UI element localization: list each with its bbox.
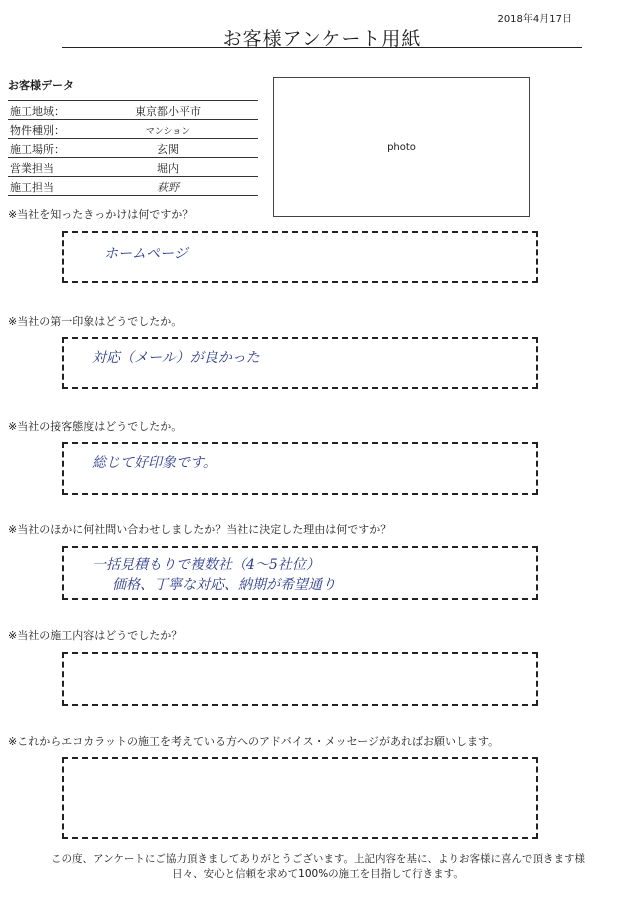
data-value: 玄関: [157, 143, 179, 156]
data-label: 施工地域：: [10, 105, 65, 118]
answer-box-2: [62, 337, 538, 389]
data-row-location: [8, 139, 258, 158]
data-label: 営業担当: [10, 162, 54, 175]
answer-4-line-2: 価格、丁寧な対応、納期が希望通り: [112, 577, 336, 593]
answer-1-line-1: ホームページ: [104, 246, 188, 262]
answer-box-6: [62, 757, 538, 839]
data-value: マンション: [145, 127, 191, 137]
answer-2-line-1: 対応（メール）が良かった: [92, 350, 260, 366]
answer-3-line-1: 総じて好印象です。: [92, 455, 217, 471]
data-value: 東京都小平市: [135, 105, 201, 118]
customer-data-heading: お客様データ: [8, 79, 74, 92]
footer-line-2: 日々、安心と信頼を求めて100%の施工を目指して行きます。: [172, 868, 464, 880]
data-row-sales-rep: [8, 158, 258, 177]
data-row-area: [8, 100, 258, 120]
photo-label: photo: [387, 142, 416, 153]
question-3: ※当社の接客態度はどうでしたか。: [8, 420, 183, 433]
answer-box-4: [62, 546, 538, 600]
question-1: ※当社を知ったきっかけは何ですか？: [8, 208, 194, 221]
title-underline: [62, 47, 582, 48]
question-4: ※当社のほかに何社問い合わせしましたか？当社に決定した理由は何ですか？: [8, 523, 392, 536]
data-value-signature: 萩野: [157, 181, 179, 194]
data-label: 施工担当: [10, 181, 54, 194]
survey-date: 2018年4月17日: [497, 14, 572, 25]
data-row-installer: [8, 177, 258, 196]
answer-box-5: [62, 652, 538, 706]
answer-4-line-1: 一括見積もりで複数社（4〜5社位）: [92, 557, 320, 573]
question-6: ※これからエコカラットの施工を考えている方へのアドバイス・メッセージがあればお願いします。: [8, 735, 500, 748]
page-title: お客様アンケート用紙: [222, 28, 422, 50]
data-label: 物件種別：: [10, 124, 65, 137]
answer-box-3: [62, 442, 538, 495]
customer-data-table: [8, 100, 258, 196]
data-value: 堀内: [157, 162, 179, 175]
question-2: ※当社の第一印象はどうでしたか。: [8, 315, 183, 328]
data-row-property-type: [8, 120, 258, 139]
photo-placeholder: [273, 77, 530, 217]
question-5: ※当社の施工内容はどうでしたか？: [8, 629, 183, 642]
data-label: 施工場所：: [10, 143, 65, 156]
answer-box-1: [62, 231, 538, 283]
footer-line-1: この度、アンケートにご協力頂きましてありがとうございます。上記内容を基に、よりお客様に喜んで頂きます様: [50, 853, 586, 865]
